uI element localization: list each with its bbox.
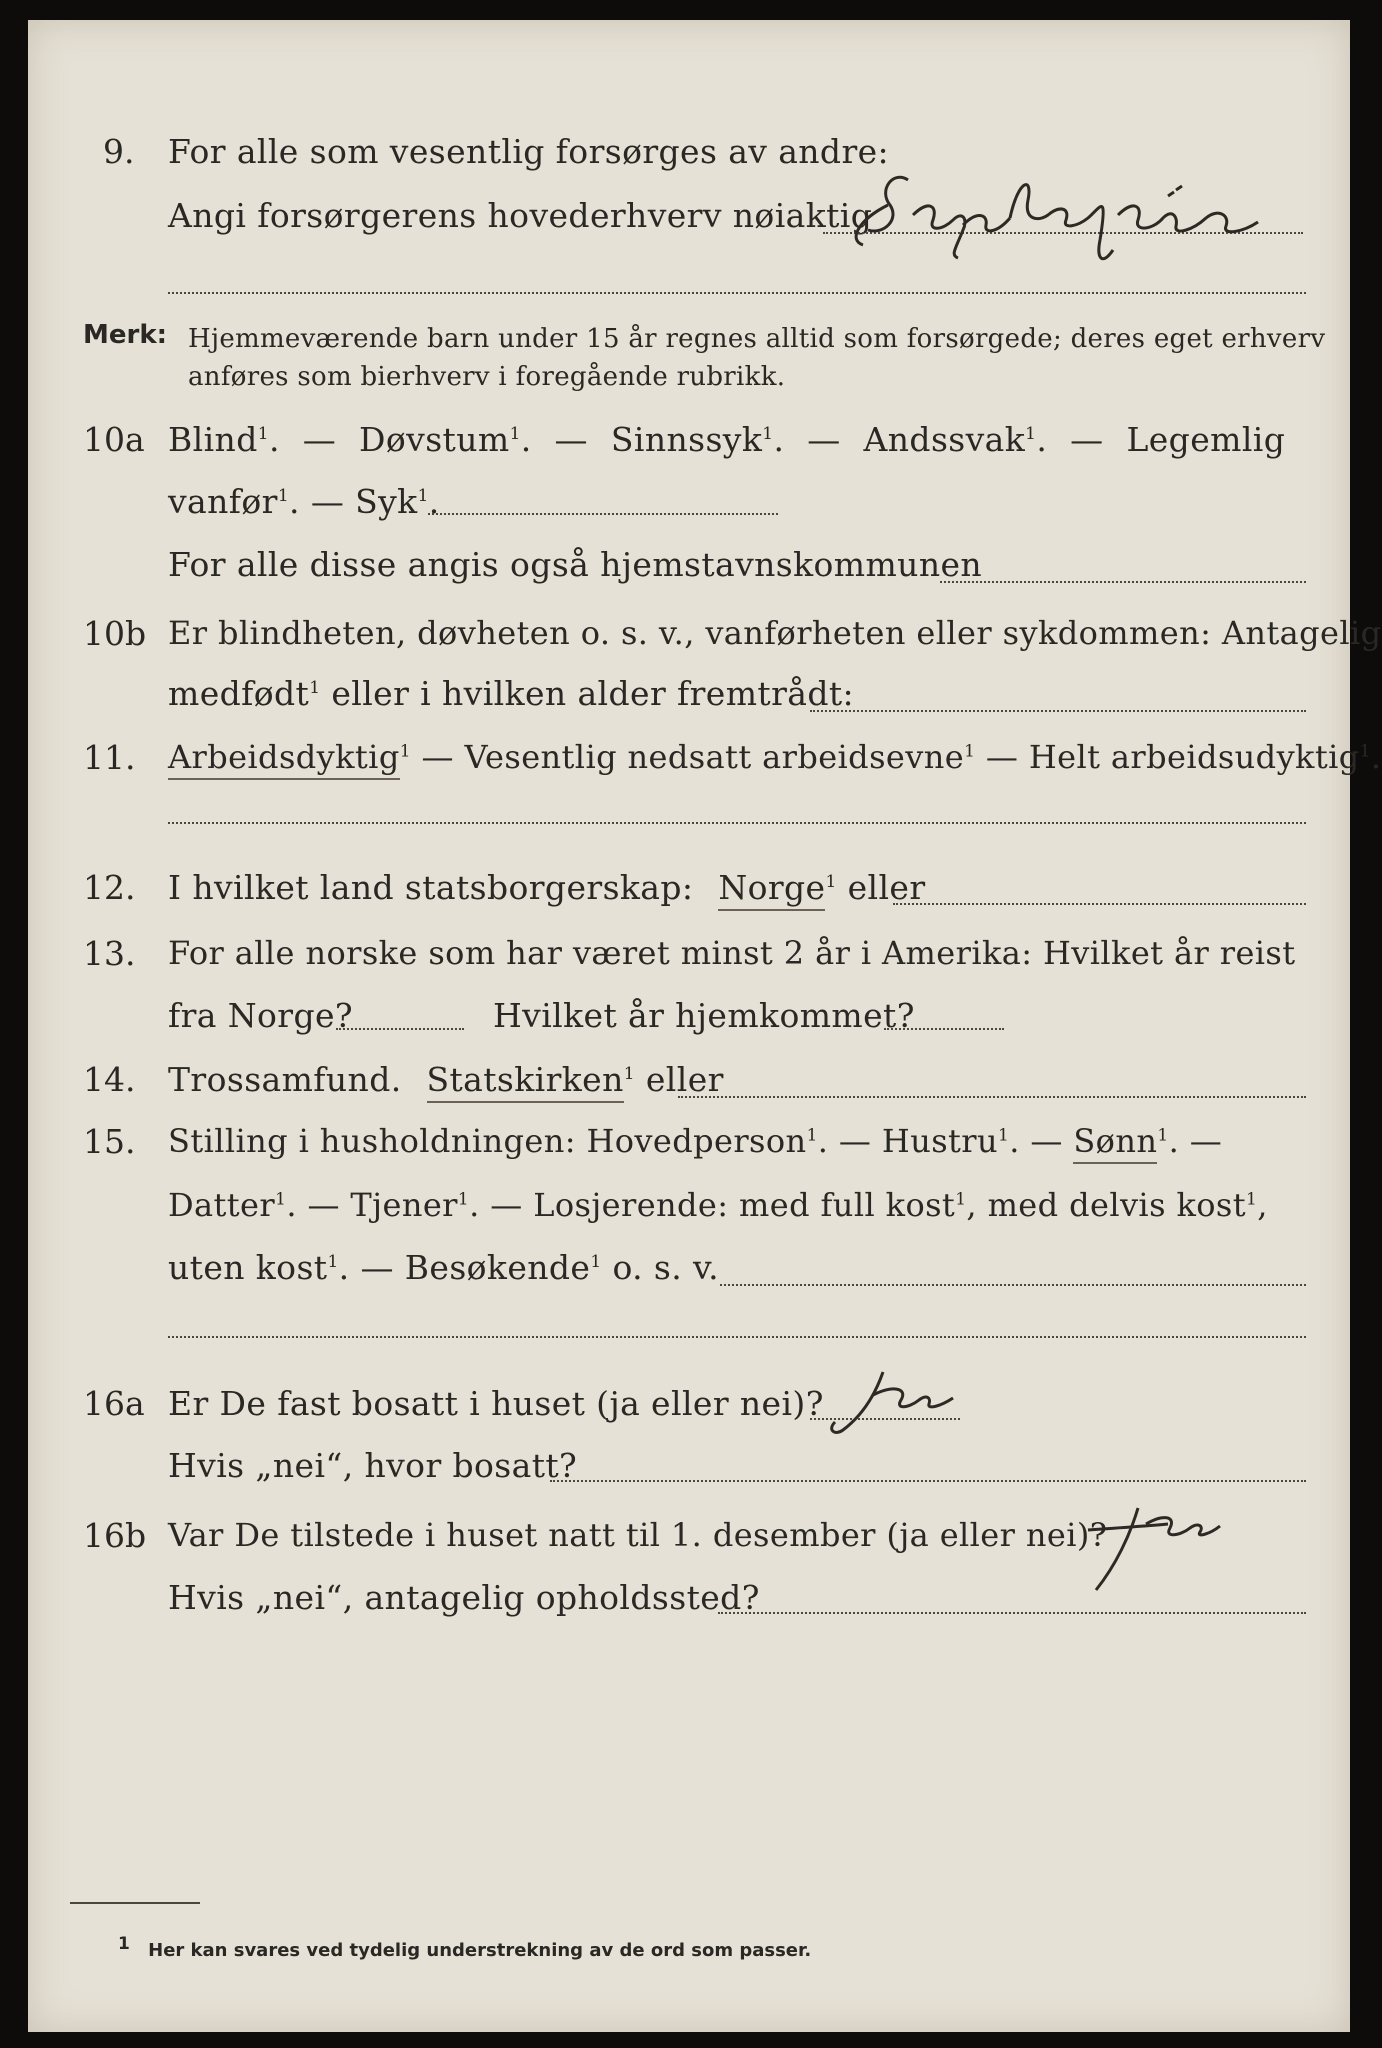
footnote-text: Her kan svares ved tydelig understrekning av de ord som passer. <box>148 1940 812 1961</box>
footnote-mark: 1 <box>118 1934 130 1954</box>
census-form-page <box>28 20 1382 2032</box>
q15-sup-6: 1 <box>955 1189 967 1210</box>
q9-line1: For alle som vesentlig forsørges av andre: <box>168 132 890 171</box>
merk-line2: anføres som bierhverv i foregående rubrikk. <box>188 362 786 392</box>
q16a-line2: Hvis „nei“, hvor bosatt? <box>168 1446 578 1485</box>
q10a-line2: vanfør$^1$. — Syk$^1$. <box>168 482 440 521</box>
q9-line2-text: Angi forsørgerens hovederhverv nøiaktig <box>168 196 873 235</box>
q14-eller: eller <box>634 1060 724 1099</box>
q13-hjemkommet-line[interactable] <box>884 1028 1004 1030</box>
q16a-line1: Er De fast bosatt i huset (ja eller nei)? <box>168 1384 824 1423</box>
q10a-sep-4: . — <box>1036 420 1104 459</box>
q15-line3 <box>168 1248 719 1287</box>
q11-number: 11. <box>83 738 136 777</box>
q11-extra-line[interactable] <box>168 822 1306 824</box>
q11-sup-3: 1 <box>1359 741 1371 762</box>
q11-sup-1: 1 <box>399 741 411 762</box>
q15-sup-8: 1 <box>327 1252 339 1272</box>
q13-number: 13. <box>83 934 136 973</box>
q15-sup-1: 1 <box>806 1125 818 1146</box>
q14-answer-line[interactable] <box>678 1096 1306 1098</box>
q10a-sep-2: . — <box>520 420 588 459</box>
q16a-number: 16a <box>83 1384 145 1423</box>
q13-line2a: fra Norge? <box>168 996 354 1035</box>
q15-extra-line[interactable] <box>168 1336 1306 1338</box>
option-arbeidsdyktig[interactable]: Arbeidsdyktig <box>168 738 400 780</box>
q10a-line3: For alle disse angis også hjemstavnskommunen <box>168 545 983 584</box>
q15-sup-2: 1 <box>998 1125 1010 1146</box>
q13-line2b: Hvilket år hjemkommet? <box>493 996 915 1035</box>
footnote <box>118 1934 811 1961</box>
q10b-line2-text: eller i hvilken alder fremtrådt: <box>320 674 855 713</box>
option-tjener[interactable]: . — Tjener <box>286 1186 458 1224</box>
option-dovstum[interactable]: Døvstum <box>359 420 510 459</box>
q11-sep-1: — <box>410 738 465 776</box>
option-andssvak[interactable]: Andssvak <box>863 420 1026 459</box>
q15-number: 15. <box>83 1122 136 1161</box>
q15-answer-line[interactable] <box>720 1284 1306 1286</box>
q16b-line1: Var De tilstede i huset natt til 1. desember (ja eller nei)? <box>168 1516 1108 1554</box>
option-vesentlig-nedsatt[interactable]: Vesentlig nedsatt arbeidsevne <box>464 738 965 776</box>
q13-line1: For alle norske som har været minst 2 år i Amerika: Hvilket år reist <box>168 934 1296 972</box>
q10b-line1: Er blindheten, døvheten o. s. v., vanførheten eller sykdommen: Antagelig <box>168 614 1382 652</box>
q10a-syk-line[interactable] <box>428 513 778 515</box>
q10a-sep-5: . — <box>289 482 345 521</box>
q16b-number: 16b <box>83 1516 147 1555</box>
q9-extra-line[interactable] <box>168 292 1306 294</box>
q10a-sup-6: 1 <box>417 486 429 506</box>
option-besokende[interactable]: . — Besøkende <box>338 1248 591 1287</box>
q12-number: 12. <box>83 868 136 907</box>
q15-line1 <box>168 1122 1222 1164</box>
q10a-sup-4: 1 <box>1025 424 1037 444</box>
option-blind[interactable]: Blind <box>168 420 258 459</box>
q15-sup-4: 1 <box>275 1189 287 1210</box>
q11-line: Arbeidsdyktig$^1$ — Vesentlig nedsatt arbeidsevne$^1$ — Helt arbeidsudyktig$^1$. <box>168 738 1381 780</box>
q10b-answer-line[interactable] <box>810 710 1306 712</box>
option-delvis-kost[interactable]: , med delvis kost <box>966 1186 1247 1224</box>
option-vanfor[interactable]: vanfør <box>168 482 278 521</box>
q10a-sup-5: 1 <box>277 486 290 506</box>
q11-sup-2: 1 <box>964 741 976 762</box>
q10a-sep-1: . — <box>268 420 337 459</box>
q10b-line2 <box>168 674 854 713</box>
q10a-sup-1: 1 <box>257 424 269 444</box>
option-legemlig[interactable]: Legemlig <box>1126 420 1286 459</box>
option-medfodt[interactable]: medfødt <box>168 674 310 713</box>
q16b-line2: Hvis „nei“, antagelig opholdssted? <box>168 1578 760 1617</box>
q10b-sup: 1 <box>309 678 321 698</box>
merk-label: Merk: <box>83 320 168 350</box>
q16b-handwritten-answer <box>1068 1490 1238 1600</box>
q9-number: 9. <box>103 132 135 171</box>
q10a-number: 10a <box>83 420 145 459</box>
q16a-handwritten-answer <box>813 1360 973 1440</box>
q15-osv: o. s. v. <box>601 1248 720 1287</box>
q12-text: I hvilket land statsborgerskap: <box>168 868 694 907</box>
q9-line2 <box>168 196 872 235</box>
q15-sup-7: 1 <box>1246 1189 1258 1210</box>
q10a-line1 <box>168 420 1285 459</box>
q14-text: Trossamfund. <box>168 1060 402 1099</box>
option-hovedperson[interactable]: Stilling i husholdningen: Hovedperson <box>168 1122 807 1160</box>
option-statskirken[interactable]: Statskirken <box>427 1060 624 1103</box>
option-sinnssyk[interactable]: Sinnssyk <box>610 420 763 459</box>
q14-line <box>168 1060 724 1103</box>
q12-sup: 1 <box>825 872 837 892</box>
q10a-sep-3: . — <box>773 420 841 459</box>
q11-sep-2: — <box>975 738 1029 776</box>
q15-sup-9: 1 <box>590 1252 602 1272</box>
option-norge[interactable]: Norge <box>718 868 825 911</box>
option-full-kost[interactable]: . — Losjerende: med full kost <box>469 1186 956 1224</box>
option-hustru[interactable]: . — Hustru <box>817 1122 998 1160</box>
q12-answer-line[interactable] <box>893 903 1306 905</box>
q12-eller: eller <box>836 868 926 907</box>
option-helt-arbeidsudyktig[interactable]: Helt arbeidsudyktig <box>1028 738 1360 776</box>
footnote-divider <box>70 1902 200 1904</box>
merk-line1: Hjemmeværende barn under 15 år regnes alltid som forsørgede; deres eget erhverv <box>188 324 1326 354</box>
q14-number: 14. <box>83 1060 136 1099</box>
q16a-bosatt-line[interactable] <box>550 1480 1306 1482</box>
q16b-opholdssted-line[interactable] <box>718 1612 1306 1614</box>
option-syk[interactable]: Syk <box>355 482 418 521</box>
q10b-number: 10b <box>83 614 147 653</box>
q10a-sup-2: 1 <box>509 424 521 444</box>
q13-reist-line[interactable] <box>336 1028 464 1030</box>
q15-sup-3: 1 <box>1157 1125 1169 1146</box>
q15-sep-end: . — <box>1168 1122 1223 1160</box>
q15-line2 <box>168 1186 1268 1224</box>
q14-sup: 1 <box>623 1064 635 1084</box>
q15-sup-5: 1 <box>457 1189 470 1210</box>
q15-sep: . — <box>1009 1122 1074 1160</box>
option-sonn[interactable]: Sønn <box>1073 1122 1157 1164</box>
q9-handwritten-answer <box>838 160 1298 270</box>
q15-comma: , <box>1257 1186 1268 1224</box>
q10a-sup-3: 1 <box>762 424 774 444</box>
q12-line <box>168 868 926 911</box>
option-datter[interactable]: Datter <box>168 1186 276 1224</box>
option-uten-kost[interactable]: uten kost <box>168 1248 328 1287</box>
q10a-hjemstavn-line[interactable] <box>940 581 1306 583</box>
